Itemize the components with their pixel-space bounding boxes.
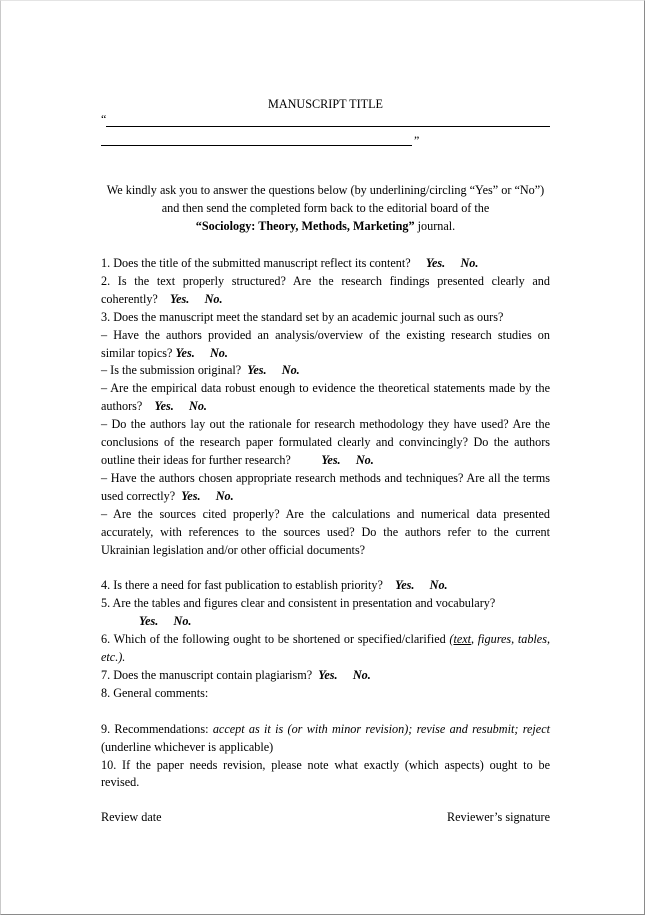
answer-yes[interactable]: Yes. <box>154 399 174 414</box>
question-2-text: 2. Is the text properly structured? Are the research findings presented clearly and coherently? <box>101 273 550 306</box>
intro-text: We kindly ask you to answer the questions below (by underlining/circling “Yes” or “No”) and then send the completed form back to the editorial board of the <box>106 183 545 215</box>
question-6-text: 6. Which of the following ought to be shortened or specified/clarified <box>101 632 450 647</box>
question-4-text: 4. Is there a need for fast publication to establish priority? <box>101 578 383 593</box>
question-9-text: 9. Recommendations: <box>101 721 213 736</box>
answer-no[interactable]: No. <box>352 667 371 682</box>
question-3: 3. Does the manuscript meet the standard set by an academic journal such as ours? <box>101 309 504 324</box>
answer-yes[interactable]: Yes. <box>247 363 267 378</box>
question-7-text: 7. Does the manuscript contain plagiarism? <box>101 667 313 682</box>
answer-yes[interactable]: Yes. <box>425 256 446 270</box>
answer-yes[interactable]: Yes. <box>321 452 341 467</box>
question-3f: – Are the sources cited properly? Are the calculations and numerical data presented accurately, with references to the sources used? Do the authors refer to the current Ukrainian legislation and/or other official documents? <box>101 506 550 557</box>
question-3d-text: – Do the authors lay out the rationale for research methodology they have used? Are the conclusions of the research paper formulated clearly and convincingly? Do the authors outline their ideas for further research? <box>101 417 550 467</box>
question-3b <box>101 362 550 380</box>
review-date-label: Review date <box>101 810 162 825</box>
question-5 <box>101 595 550 631</box>
question-10: 10. If the paper needs revision, please note what exactly (which aspects) ought to be revised. <box>101 757 550 790</box>
answer-yes[interactable]: Yes. <box>139 614 159 629</box>
reviewer-signature-label: Reviewer’s signature <box>447 810 550 825</box>
answer-yes[interactable]: Yes. <box>395 578 415 593</box>
page-title: MANUSCRIPT TITLE <box>267 97 383 111</box>
intro-paragraph <box>101 181 550 235</box>
question-6-open-paren: ( <box>449 632 454 647</box>
answer-no[interactable]: No. <box>215 488 234 503</box>
question-3c <box>101 380 550 416</box>
question-3e <box>101 470 550 506</box>
answer-no[interactable]: No. <box>355 452 374 467</box>
answer-no[interactable]: No. <box>460 256 479 270</box>
question-7 <box>101 667 550 685</box>
answer-no[interactable]: No. <box>173 614 192 629</box>
question-6-options: , figures, tables, etc.). <box>101 632 551 665</box>
question-1-text: 1. Does the title of the submitted manuscript reflect its content? <box>101 256 411 270</box>
answer-yes[interactable]: Yes. <box>170 291 190 306</box>
answer-no[interactable]: No. <box>189 399 207 414</box>
recommendation-options[interactable]: accept as it is (or with minor revision); revise and resubmit; reject <box>212 721 550 736</box>
answer-yes[interactable]: Yes. <box>181 488 201 503</box>
intro-suffix: journal. <box>414 219 456 233</box>
answer-no[interactable]: No. <box>204 291 223 306</box>
question-3a-text: – Have the authors provided an analysis/overview of the existing research studies on similar topics? <box>101 327 550 360</box>
title-blank-line-1 <box>106 126 550 127</box>
answer-no[interactable]: No. <box>429 578 448 593</box>
journal-name: “Sociology: Theory, Methods, Marketing” <box>195 219 415 233</box>
question-3b-text: – Is the submission original? <box>101 363 242 378</box>
open-quote: “ <box>101 112 107 126</box>
question-4 <box>101 577 550 595</box>
option-text[interactable]: text <box>453 632 472 647</box>
question-6 <box>101 631 550 667</box>
question-3a <box>101 327 550 363</box>
question-3e-text: – Have the authors chosen appropriate research methods and techniques? Are all the terms used correctly? <box>101 470 550 503</box>
question-8: 8. General comments: <box>101 685 209 700</box>
question-3d <box>101 416 550 470</box>
question-1 <box>101 255 550 273</box>
answer-no[interactable]: No. <box>281 363 300 378</box>
title-blank-line-2 <box>101 145 412 146</box>
question-2 <box>101 273 550 309</box>
question-9-note: (underline whichever is applicable) <box>101 739 274 754</box>
form-footer <box>101 809 550 827</box>
manuscript-title-field[interactable] <box>101 112 550 165</box>
review-form <box>101 97 550 827</box>
question-5-text: 5. Are the tables and figures clear and consistent in presentation and vocabulary? <box>101 596 496 611</box>
question-3c-text: – Are the empirical data robust enough to evidence the theoretical statements made by the authors? <box>101 381 550 414</box>
answer-yes[interactable]: Yes. <box>175 345 195 360</box>
answer-no[interactable]: No. <box>210 345 228 360</box>
answer-yes[interactable]: Yes. <box>318 667 338 682</box>
close-quote: ” <box>414 133 420 147</box>
question-9 <box>101 721 550 757</box>
